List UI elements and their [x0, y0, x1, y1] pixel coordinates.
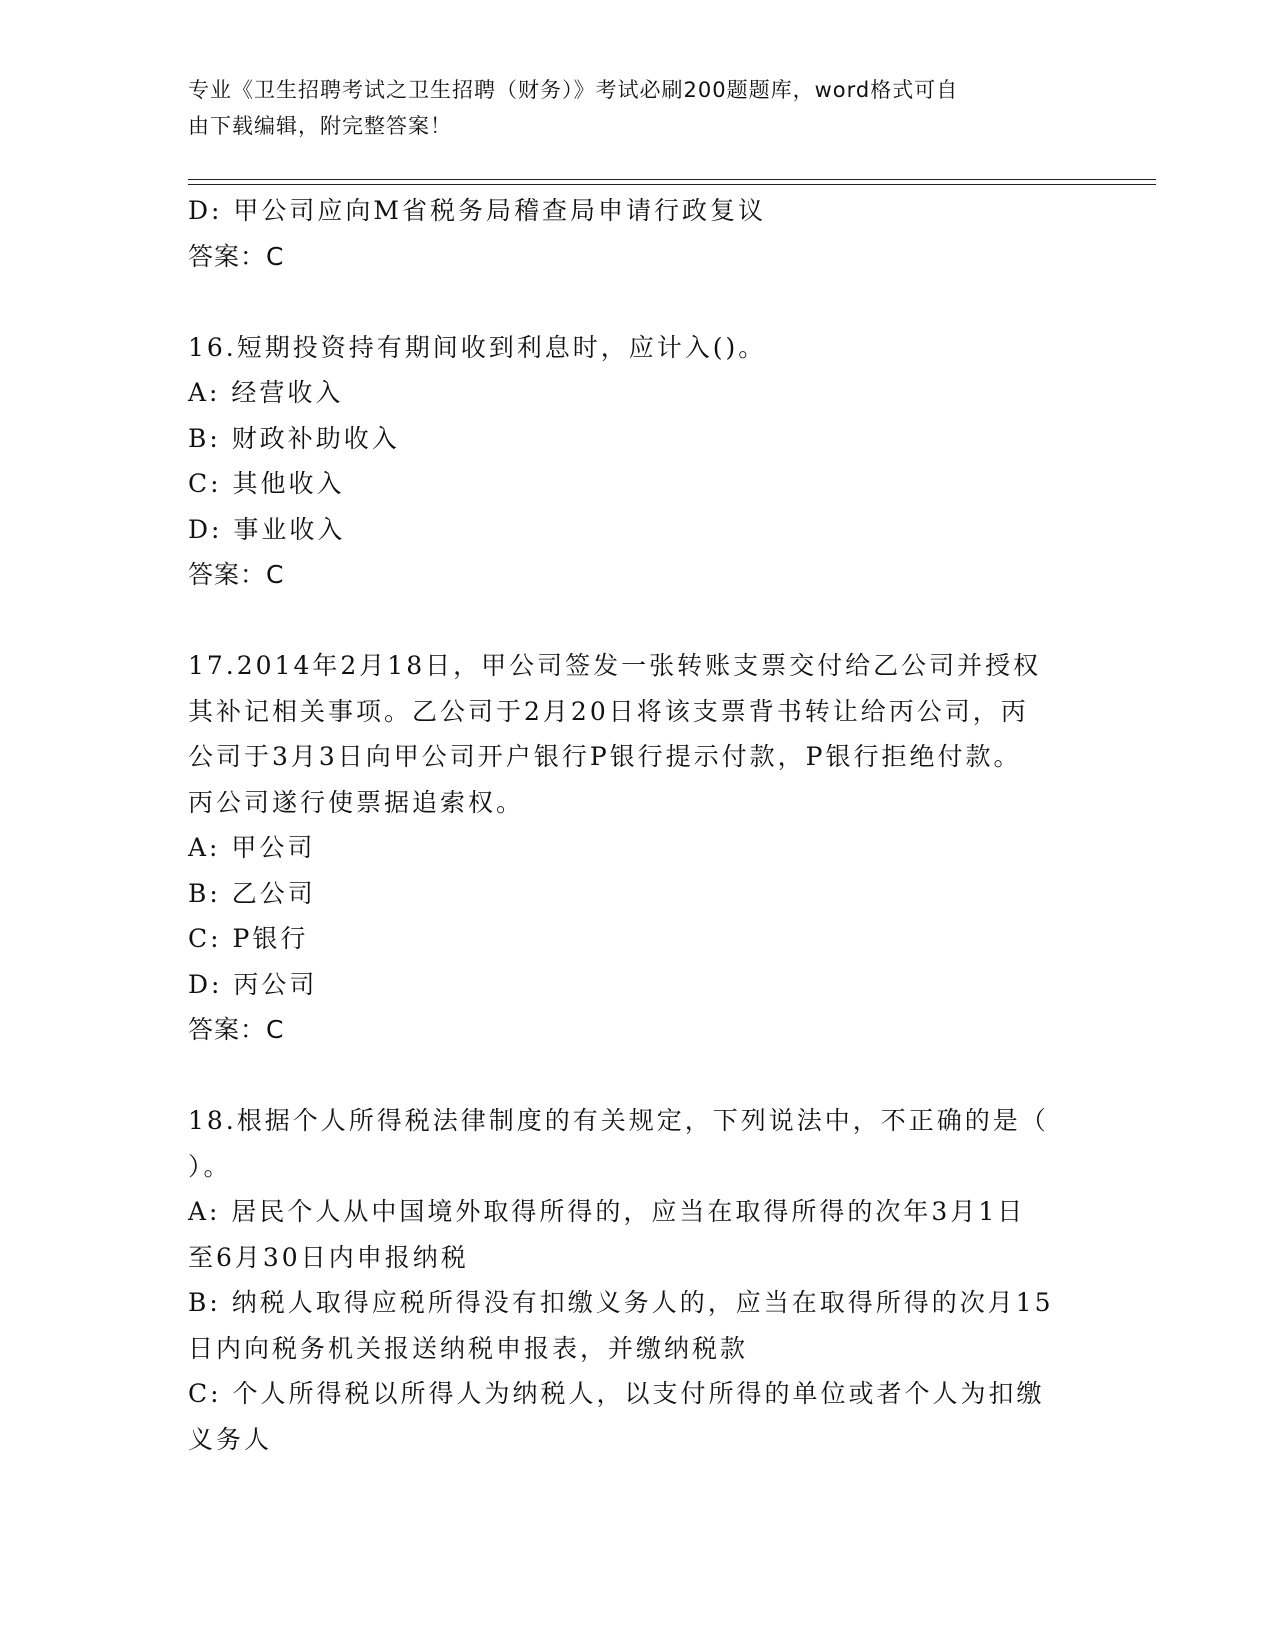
option-a: A: 甲公司 — [188, 833, 316, 862]
header-divider-bottom — [188, 184, 1156, 185]
answer-line: 答案：C — [188, 241, 285, 271]
option-d: D: 甲公司应向M省税务局稽查局申请行政复议 — [188, 196, 767, 225]
spacer — [188, 1053, 1088, 1099]
answer-line: 答案：C — [188, 560, 285, 589]
header-divider-top — [188, 179, 1156, 180]
option-b-line-1: B: 纳税人取得应税所得没有扣缴义务人的，应当在取得所得的次月15 — [188, 1288, 1054, 1317]
option-a-line-2: 至6月30日内申报纳税 — [188, 1242, 469, 1272]
question-text-line-1: 18.根据个人所得税法律制度的有关规定，下列说法中，不正确的是（ — [188, 1106, 1049, 1135]
header-line-2: 由下载编辑，附完整答案！ — [188, 114, 452, 138]
spacer — [188, 279, 1088, 325]
question-text-line-4: 丙公司遂行使票据追索权。 — [188, 787, 525, 817]
question-text-line-1: 17.2014年2月18日，甲公司签发一张转账支票交付给乙公司并授权 — [188, 651, 1042, 680]
option-b: B: 财政补助收入 — [188, 423, 400, 453]
answer-line: 答案：C — [188, 1015, 285, 1044]
question-16 — [188, 325, 1088, 598]
option-c: C: P银行 — [188, 924, 309, 953]
option-d: D: 丙公司 — [188, 969, 318, 999]
question-text-line-3: 公司于3月3日向甲公司开户银行P银行提示付款，P银行拒绝付款。 — [188, 742, 1022, 771]
option-b-line-2: 日内向税务机关报送纳税申报表，并缴纳税款 — [188, 1333, 749, 1363]
option-c-line-1: C: 个人所得税以所得人为纳税人，以支付所得的单位或者个人为扣缴 — [188, 1379, 1045, 1408]
option-c-line-2: 义务人 — [188, 1424, 273, 1454]
spacer — [188, 598, 1088, 644]
option-a-line-1: A: 居民个人从中国境外取得所得的，应当在取得所得的次年3月1日 — [188, 1197, 1026, 1226]
question-text-line-2: 其补记相关事项。乙公司于2月20日将该支票背书转让给丙公司，丙 — [188, 696, 1029, 726]
document-body — [188, 188, 1088, 1462]
option-a: A: 经营收入 — [188, 378, 344, 407]
question-15-tail — [188, 188, 1088, 279]
question-17 — [188, 643, 1088, 1053]
option-d: D: 事业收入 — [188, 514, 346, 544]
question-text-line-2: ）。 — [188, 1151, 232, 1181]
question-text: 16.短期投资持有期间收到利息时，应计入()。 — [188, 332, 767, 362]
option-c: C: 其他收入 — [188, 469, 345, 498]
header-line-1: 专业《卫生招聘考试之卫生招聘（财务）》考试必刷200题题库，word格式可自 — [188, 78, 959, 102]
document-header — [188, 72, 1068, 144]
question-18 — [188, 1098, 1088, 1462]
option-b: B: 乙公司 — [188, 878, 316, 908]
